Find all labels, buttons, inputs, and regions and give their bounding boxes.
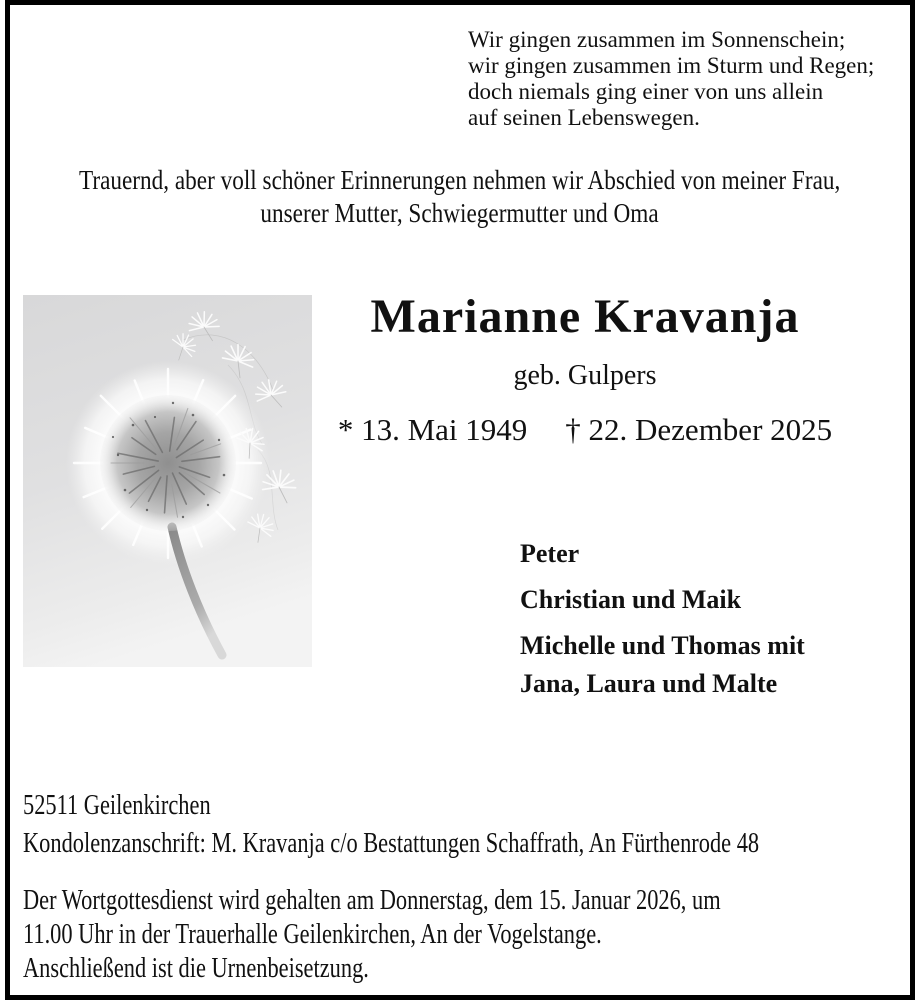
poem-line: wir gingen zusammen im Sturm und Regen; xyxy=(468,53,875,78)
death-date: † 22. Dezember 2025 xyxy=(565,412,833,447)
poem-line: doch niemals ging einer von uns allein xyxy=(468,79,824,104)
service-line: 11.00 Uhr in der Trauerhalle Geilenkirchen, An der Vogelstange. xyxy=(23,919,602,950)
mourner-line: Jana, Laura und Malte xyxy=(520,669,778,698)
condolence-text: Kondolenzanschrift: M. Kravanja c/o Bestattungen Schaffrath, An Fürthenrode 48 xyxy=(23,828,760,859)
poem-line: Wir gingen zusammen im Sonnenschein; xyxy=(468,27,846,52)
service-line: Anschließend ist die Urnenbeisetzung. xyxy=(23,953,369,984)
dandelion-photo xyxy=(23,295,312,667)
life-dates xyxy=(295,414,875,446)
mourner-line: Christian und Maik xyxy=(520,585,742,614)
condolence-line xyxy=(23,829,919,859)
deceased-name: Marianne Kravanja xyxy=(370,290,800,343)
birth-date: * 13. Mai 1949 xyxy=(337,412,528,447)
farewell-intro-line: Trauernd, aber voll schöner Erinnerungen nehmen wir Abschied von meiner Frau, xyxy=(78,165,841,195)
maiden-name: geb. Gulpers xyxy=(513,360,657,391)
mourner-line: Peter xyxy=(520,539,580,568)
mourners-list xyxy=(520,541,805,697)
city-line xyxy=(23,791,258,821)
poem xyxy=(468,27,874,131)
city-text: 52511 Geilenkirchen xyxy=(23,790,211,821)
service-line: Der Wortgottesdienst wird gehalten am Donnerstag, dem 15. Januar 2026, um xyxy=(23,885,721,916)
dandelion-illustration xyxy=(23,295,312,667)
deceased-block xyxy=(295,292,875,446)
service-info xyxy=(23,884,895,986)
poem-line: auf seinen Lebenswegen. xyxy=(468,105,700,130)
mourner-line: Michelle und Thomas mit xyxy=(520,631,805,660)
farewell-intro-line: unserer Mutter, Schwiegermutter und Oma xyxy=(260,198,659,228)
farewell-intro xyxy=(0,164,919,230)
